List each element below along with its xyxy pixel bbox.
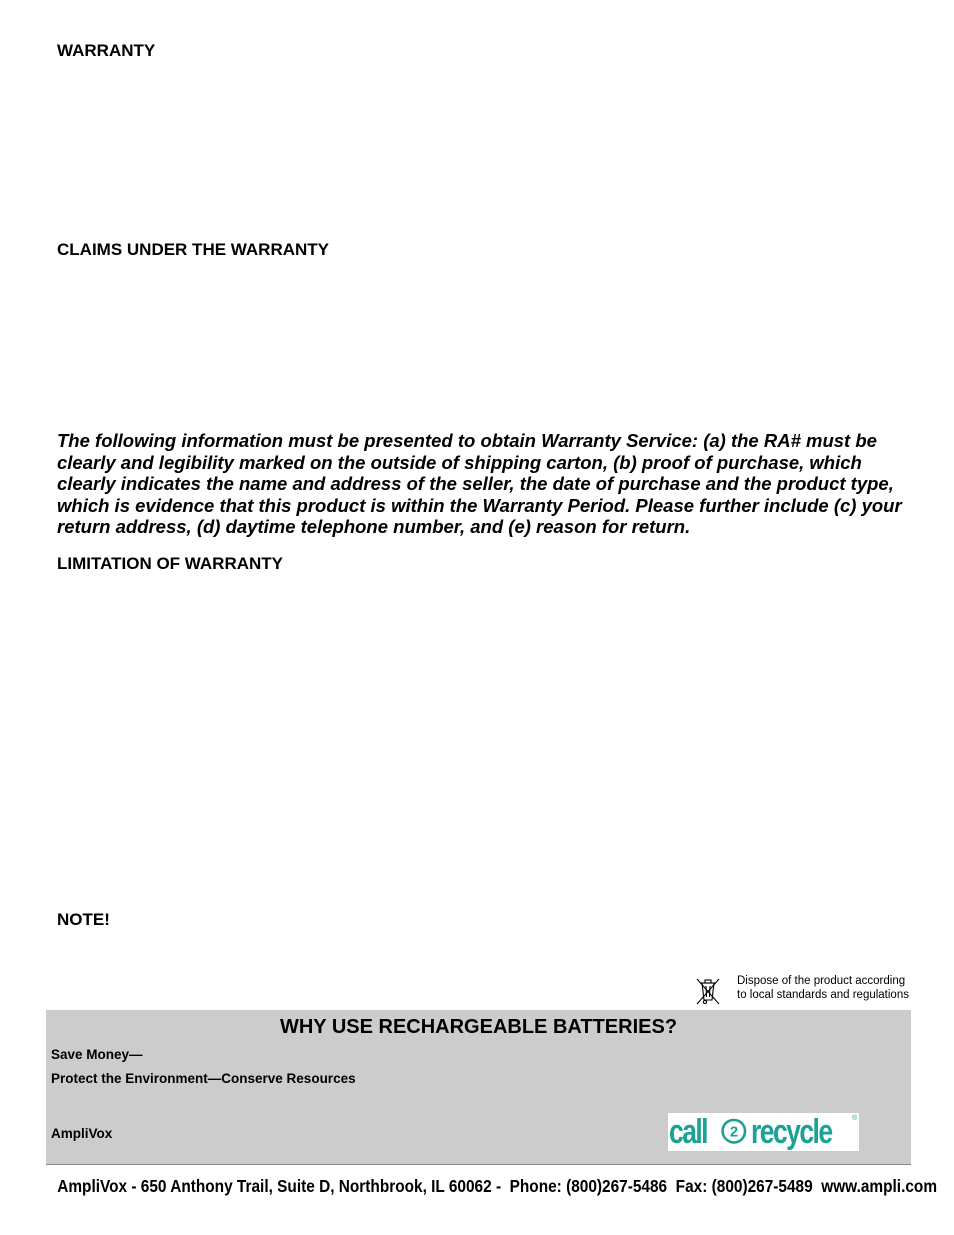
footer-contact: AmpliVox - 650 Anthony Trail, Suite D, Northbrook, IL 60062 - Phone: (800)267-5486 Fax: (800)267-5489 www.ampli.com	[57, 1176, 938, 1196]
disposal-notice	[694, 973, 924, 1005]
disposal-line-1: Dispose of the product according	[737, 975, 906, 987]
claims-heading: CLAIMS UNDER THE WARRANTY	[57, 240, 329, 259]
rechargeable-batteries-box	[46, 1010, 911, 1165]
call2recycle-logo	[668, 1113, 859, 1151]
disposal-text	[737, 974, 909, 1002]
crossed-out-wheelie-bin-icon	[694, 976, 722, 1006]
protect-environment-line: Protect the Environment—Conserve Resources	[51, 1071, 356, 1086]
registered-mark: ®	[852, 1115, 858, 1122]
disposal-line-2: to local standards and regulations	[737, 989, 909, 1001]
limitation-heading: LIMITATION OF WARRANTY	[57, 554, 284, 573]
note-heading: NOTE!	[57, 910, 110, 929]
logo-number: 2	[729, 1123, 739, 1141]
amplivox-line: AmpliVox	[51, 1126, 113, 1141]
recycle-circle-icon	[720, 1117, 748, 1145]
logo-word-recycle: recycle	[751, 1113, 832, 1151]
warranty-heading: WARRANTY	[57, 41, 156, 60]
warranty-service-info-paragraph: The following information must be presented to obtain Warranty Service: (a) the RA# must be clearly and legibility marked on the outside of shipping carton, (b) proof of purchase, which clearly indicates the name and address of the seller, the date of purchase and the product type, which is evidence that this product is within the Warranty Period. Please further include (c) your return address, (d) daytime telephone number, and (e) reason for return.	[57, 430, 902, 538]
logo-word-call: call	[669, 1113, 708, 1151]
save-money-line: Save Money—	[51, 1047, 143, 1062]
batteries-box-title: WHY USE RECHARGEABLE BATTERIES?	[279, 1016, 678, 1038]
